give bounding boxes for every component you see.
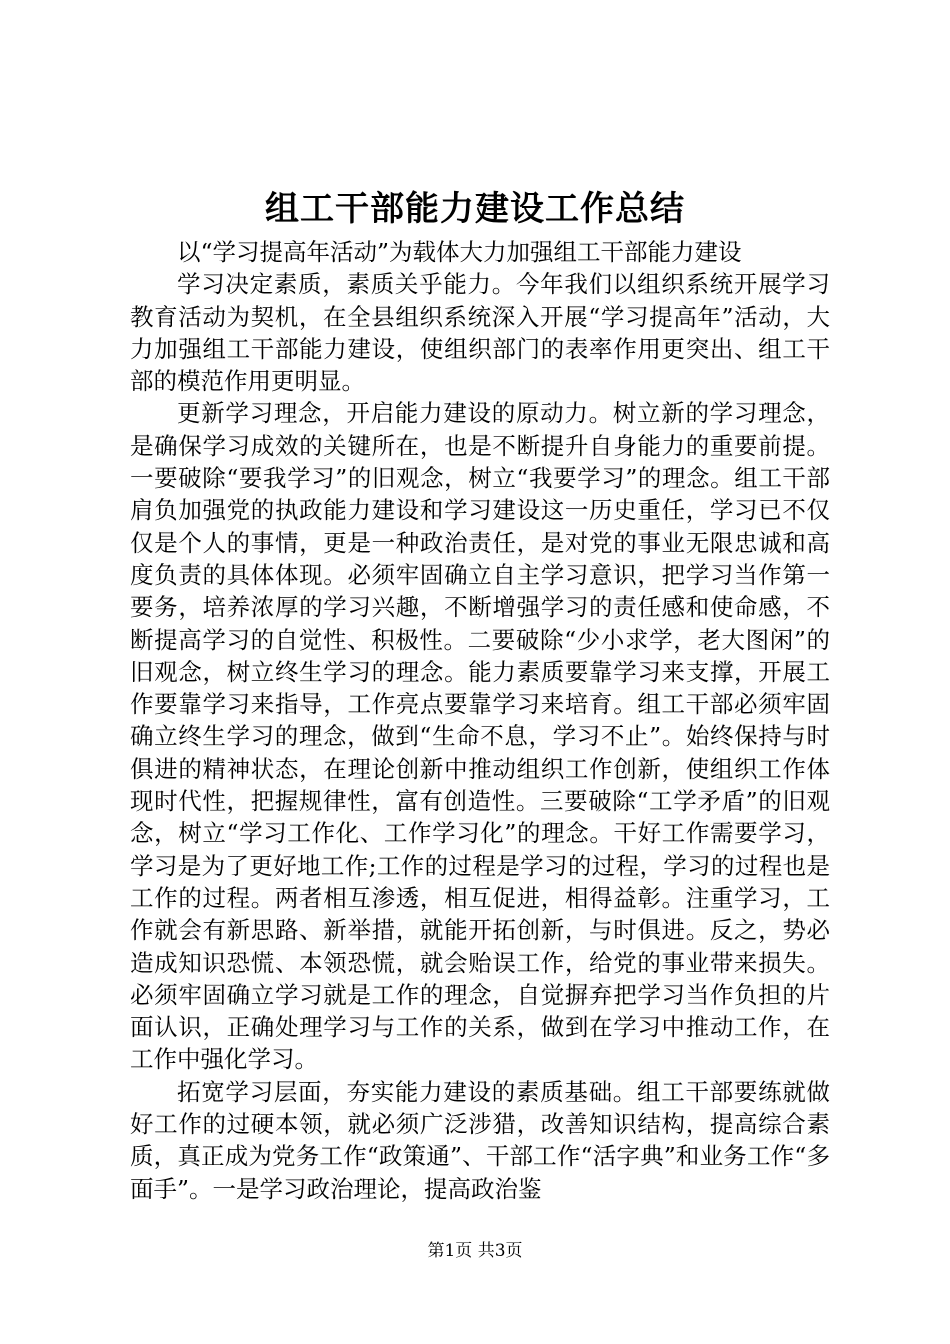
document-body bbox=[130, 236, 830, 1205]
document-title: 组工干部能力建设工作总结 bbox=[265, 189, 685, 229]
intro-paragraph: 学习决定素质，素质关乎能力。今年我们以组织系统开展学习教育活动为契机，在全县组织系统深入开展“学习提高年”活动，大力加强组工干部能力建设，使组织部门的表率作用更突出、组工干部的模范作用更明显。 bbox=[130, 270, 830, 396]
subtitle-paragraph: 以“学习提高年活动”为载体大力加强组工干部能力建设 bbox=[177, 238, 742, 266]
section-paragraph-learning-concept: 更新学习理念，开启能力建设的原动力。树立新的学习理念，是确保学习成效的关键所在，也是不断提升自身能力的重要前提。一要破除“要我学习”的旧观念，树立“我要学习”的理念。组工干部肩负加强党的执政能力建设和学习建设这一历史重任，学习已不仅仅是个人的事情，更是一种政治责任，是对党的事业无限忠诚和高度负责的具体体现。必须牢固确立自主学习意识，把学习当作第一要务，培养浓厚的学习兴趣，不断增强学习的责任感和使命感，不断提高学习的自觉性、积极性。二要破除“少小求学，老大图闲”的旧观念，树立终生学习的理念。能力素质要靠学习来支撑，开展工作要靠学习来指导，工作亮点要靠学习来培育。组工干部必须牢固确立终生学习的理念，做到“生命不息，学习不止”。始终保持与时俱进的精神状态，在理论创新中推动组织工作创新，使组织工作体现时代性，把握规律性，富有创造性。三要破除“工学矛盾”的旧观念，树立“学习工作化、工作学习化”的理念。干好工作需要学习，学习是为了更好地工作;工作的过程是学习的过程，学习的过程也是工作的过程。两者相互渗透，相互促进，相得益彰。注重学习，工作就会有新思路、新举措，就能开拓创新，与时俱进。反之，势必造成知识恐慌、本领恐慌，就会贻误工作，给党的事业带来损失。必须牢固确立学习就是工作的理念，自觉摒弃把学习当作负担的片面认识，正确处理学习与工作的关系，做到在学习中推动工作，在工作中强化学习。 bbox=[130, 399, 830, 1074]
section-paragraph-learning-scope: 拓宽学习层面，夯实能力建设的素质基础。组工干部要练就做好工作的过硬本领，就必须广泛涉猎，改善知识结构，提高综合素质，真正成为党务工作“政策通”、干部工作“活字典”和业务工作“多面手”。一是学习政治理论，提高政治鉴 bbox=[130, 1077, 830, 1203]
page-number-footer: 第1页 共3页 bbox=[427, 1241, 523, 1261]
